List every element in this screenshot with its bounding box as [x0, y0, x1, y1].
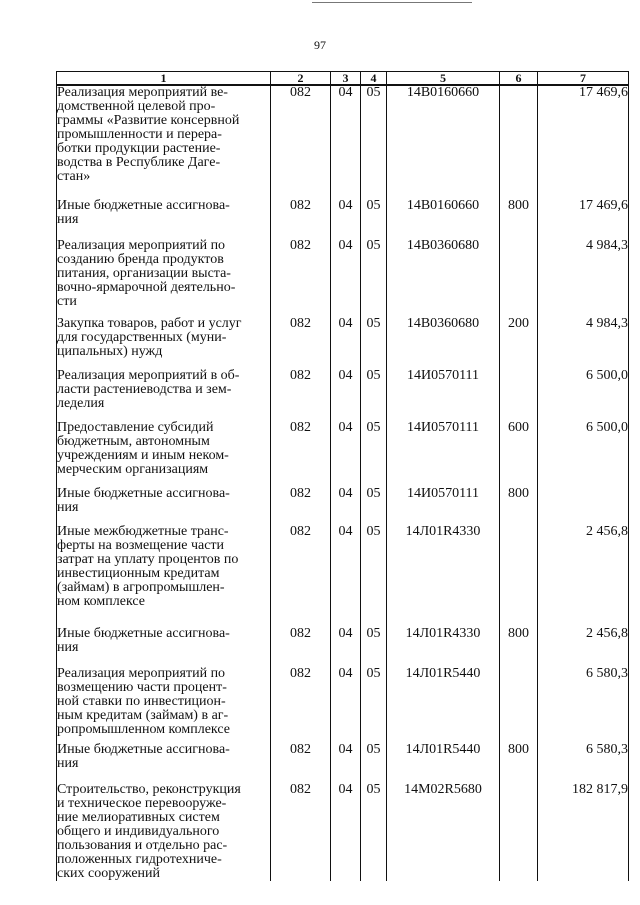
subsection-code: 05 — [361, 487, 387, 525]
item-name: Иные бюджетные ассигнова- ния — [57, 743, 271, 783]
ministry-code: 082 — [271, 421, 331, 487]
target-article-code: 14Л01R5440 — [387, 667, 500, 743]
table-row — [57, 783, 629, 881]
amount: 2 456,8 — [538, 525, 629, 627]
target-article-code: 14В0360680 — [387, 317, 500, 369]
section-code: 04 — [331, 239, 361, 317]
expense-type-code — [500, 667, 538, 743]
expense-type-code: 200 — [500, 317, 538, 369]
section-code: 04 — [331, 525, 361, 627]
subsection-code: 05 — [361, 743, 387, 783]
column-header-2: 2 — [271, 72, 331, 86]
section-code: 04 — [331, 369, 361, 421]
ministry-code: 082 — [271, 783, 331, 881]
table-row — [57, 199, 629, 239]
subsection-code: 05 — [361, 85, 387, 199]
item-name: Реализация мероприятий в об- ласти растениеводства и зем- леделия — [57, 369, 271, 421]
section-code: 04 — [331, 85, 361, 199]
section-code: 04 — [331, 199, 361, 239]
item-name: Реализация мероприятий по созданию бренда продуктов питания, организации выста- вочно-ярмарочной деятельно- сти — [57, 239, 271, 317]
target-article-code: 14И0570111 — [387, 421, 500, 487]
ministry-code: 082 — [271, 199, 331, 239]
subsection-code: 05 — [361, 239, 387, 317]
page-number: 97 — [314, 38, 326, 52]
table-row — [57, 317, 629, 369]
amount: 182 817,9 — [538, 783, 629, 881]
ministry-code: 082 — [271, 525, 331, 627]
subsection-code: 05 — [361, 369, 387, 421]
expense-type-code — [500, 783, 538, 881]
table-row — [57, 421, 629, 487]
ministry-code: 082 — [271, 239, 331, 317]
target-article-code: 14Л01R4330 — [387, 627, 500, 667]
ministry-code: 082 — [271, 627, 331, 667]
ministry-code: 082 — [271, 487, 331, 525]
amount — [538, 487, 629, 525]
subsection-code: 05 — [361, 199, 387, 239]
column-header-1: 1 — [57, 72, 271, 86]
table-row — [57, 239, 629, 317]
expense-type-code: 800 — [500, 743, 538, 783]
table-row — [57, 743, 629, 783]
expense-type-code — [500, 239, 538, 317]
subsection-code: 05 — [361, 783, 387, 881]
item-name: Реализация мероприятий по возмещению части процент- ной ставки по инвестицион- ным кредитам (займам) в аг- ропромышленном комплексе — [57, 667, 271, 743]
subsection-code: 05 — [361, 421, 387, 487]
column-header-6: 6 — [500, 72, 538, 86]
item-name: Закупка товаров, работ и услуг для государственных (муни- ципальных) нужд — [57, 317, 271, 369]
item-name: Иные бюджетные ассигнова- ния — [57, 627, 271, 667]
table-row — [57, 487, 629, 525]
target-article-code: 14И0570111 — [387, 487, 500, 525]
expense-type-code — [500, 525, 538, 627]
amount: 6 500,0 — [538, 369, 629, 421]
amount: 4 984,3 — [538, 239, 629, 317]
section-code: 04 — [331, 783, 361, 881]
subsection-code: 05 — [361, 525, 387, 627]
section-code: 04 — [331, 627, 361, 667]
amount: 6 580,3 — [538, 743, 629, 783]
target-article-code: 14В0160660 — [387, 85, 500, 199]
expense-type-code — [500, 85, 538, 199]
target-article-code: 14И0570111 — [387, 369, 500, 421]
expense-type-code: 800 — [500, 487, 538, 525]
subsection-code: 05 — [361, 627, 387, 667]
expense-type-code — [500, 369, 538, 421]
subsection-code: 05 — [361, 667, 387, 743]
column-header-3: 3 — [331, 72, 361, 86]
table-row — [57, 525, 629, 627]
table-row — [57, 85, 629, 199]
item-name: Предоставление субсидий бюджетным, автономным учреждениям и иным неком- мерческим организациям — [57, 421, 271, 487]
ministry-code: 082 — [271, 743, 331, 783]
amount: 6 500,0 — [538, 421, 629, 487]
section-code: 04 — [331, 743, 361, 783]
item-name: Иные межбюджетные транс- ферты на возмещение части затрат на уплату процентов по инвестиционным кредитам (займам) в агропромышлен- ном комплексе — [57, 525, 271, 627]
table-row — [57, 369, 629, 421]
table-body — [57, 85, 629, 881]
section-code: 04 — [331, 487, 361, 525]
amount: 17 469,6 — [538, 85, 629, 199]
amount: 4 984,3 — [538, 317, 629, 369]
ministry-code: 082 — [271, 317, 331, 369]
top-scan-line — [312, 2, 472, 3]
expense-type-code: 600 — [500, 421, 538, 487]
subsection-code: 05 — [361, 317, 387, 369]
ministry-code: 082 — [271, 85, 331, 199]
section-code: 04 — [331, 317, 361, 369]
amount: 6 580,3 — [538, 667, 629, 743]
item-name: Иные бюджетные ассигнова- ния — [57, 487, 271, 525]
item-name: Реализация мероприятий ве- домственной целевой про- граммы «Развитие консервной промышленности и перера- ботки продукции растение- водства в Республике Даге- стан» — [57, 85, 271, 199]
expense-type-code: 800 — [500, 199, 538, 239]
target-article-code: 14В0160660 — [387, 199, 500, 239]
expense-type-code: 800 — [500, 627, 538, 667]
table-row — [57, 667, 629, 743]
column-header-7: 7 — [538, 72, 629, 86]
budget-table — [56, 71, 629, 881]
section-code: 04 — [331, 421, 361, 487]
target-article-code: 14В0360680 — [387, 239, 500, 317]
item-name: Иные бюджетные ассигнова- ния — [57, 199, 271, 239]
ministry-code: 082 — [271, 369, 331, 421]
amount: 17 469,6 — [538, 199, 629, 239]
table-row — [57, 627, 629, 667]
column-header-4: 4 — [361, 72, 387, 86]
ministry-code: 082 — [271, 667, 331, 743]
target-article-code: 14М02R5680 — [387, 783, 500, 881]
header-row — [57, 72, 629, 86]
item-name: Строительство, реконструкция и техническое перевооруже- ние мелиоративных систем общего и индивидуального пользования и отдельно рас- положенных гидротехниче- ских сооружений — [57, 783, 271, 881]
target-article-code: 14Л01R5440 — [387, 743, 500, 783]
amount: 2 456,8 — [538, 627, 629, 667]
section-code: 04 — [331, 667, 361, 743]
target-article-code: 14Л01R4330 — [387, 525, 500, 627]
column-header-5: 5 — [387, 72, 500, 86]
